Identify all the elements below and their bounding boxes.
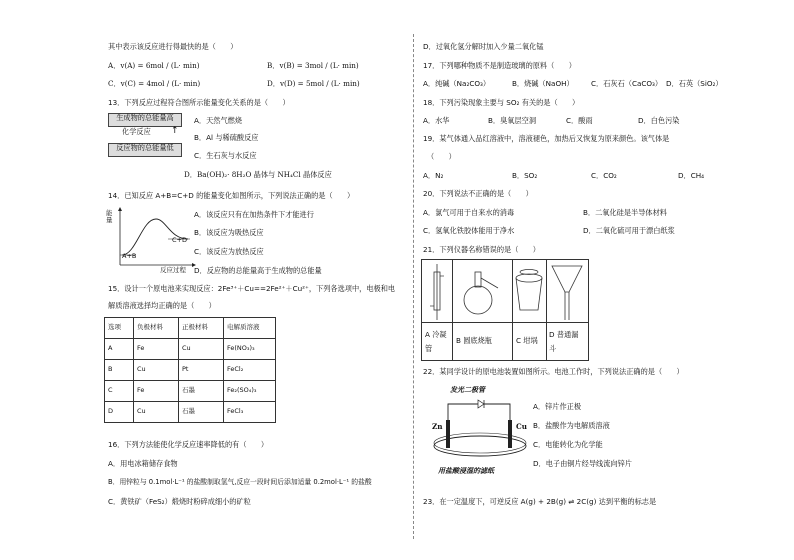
q22-stem: 22．某同学设计的原电池装置如图所示。电池工作时，下列说法正确的是（ ） <box>423 367 684 376</box>
q16-opt-d: D．过氧化氢分解时加入少量二氧化锰 <box>423 42 544 51</box>
table-cell: FeCl₂ <box>224 360 276 381</box>
q19-stem: 19．某气体通入品红溶液中，溶液褪色，加热后又恢复为原来颜色。该气体是 <box>423 134 670 143</box>
condenser-icon <box>430 264 444 320</box>
q22-paper-label: 用盐酸浸湿的滤纸 <box>438 466 494 475</box>
table-cell: FeCl₃ <box>224 402 276 423</box>
table-cell: D <box>105 402 134 423</box>
table-header-cell: 正极材料 <box>179 318 224 339</box>
table-cell: B <box>105 360 134 381</box>
q13-product-label: 生成物的总能量高 <box>116 113 174 122</box>
q12-opt-a: A．v(A) = 6mol / (L· min) <box>108 61 200 70</box>
table-header-row <box>105 318 276 339</box>
q18-opt-b: B．臭氧层空洞 <box>488 116 537 125</box>
q18-opt-c: C．酸雨 <box>566 116 593 125</box>
q22-opt-a: A．锌片作正极 <box>533 402 582 411</box>
q17-opt-a: A．纯碱（Na₂CO₃） <box>423 79 491 88</box>
table-header-cell: 选项 <box>105 318 134 339</box>
q20-opt-d: D．二氧化硫可用于漂白纸浆 <box>583 226 675 235</box>
q20-opt-c: C．氢氧化铁胶体能用于净水 <box>423 226 515 235</box>
q12-stem: 其中表示该反应进行得最快的是（ ） <box>108 42 238 51</box>
q18-opt-d: D．白色污染 <box>638 116 680 125</box>
q14-cd-label: C+D <box>172 236 187 244</box>
q13-reaction-label: 化学反应 <box>122 127 151 136</box>
q16-stem: 16．下列方法能使化学反应速率降低的有（ ） <box>108 440 269 449</box>
q16-opt-b: B．用锌粒与 0.1mol·L⁻¹ 的盐酸制取氢气,反应一段时间后添加适量 0.2mol·L⁻¹ 的盐酸 <box>108 478 372 486</box>
table-cell: 石墨 <box>179 381 224 402</box>
q13-reactant-label: 反应物的总能量低 <box>116 143 174 152</box>
q14-xlabel: 反应过程 <box>160 266 186 274</box>
table-header-cell: 电解质溶液 <box>224 318 276 339</box>
crucible-icon <box>516 270 542 311</box>
q14-stem: 14．已知反应 A+B=C+D 的能量变化如图所示，下列说法正确的是（ ） <box>108 191 355 200</box>
q22-cell-figure <box>430 382 530 472</box>
funnel-icon <box>552 266 582 320</box>
q17-opt-c: C．石灰石（CaCO₃） <box>591 79 663 88</box>
q22-led-label: 发光二极管 <box>450 385 485 394</box>
table-row <box>105 360 276 381</box>
table-cell: Pt <box>179 360 224 381</box>
q13-opt-c: C．生石灰与水反应 <box>194 151 257 160</box>
q19-opt-a: A．N₂ <box>423 171 444 180</box>
table-cell: Fe₂(SO₄)₃ <box>224 381 276 402</box>
q13-product-energy-box <box>108 113 182 127</box>
q15-stem-line2: 解质溶液选择均正确的是（ ） <box>108 301 216 310</box>
q13-stem: 13．下列反应过程符合图所示能量变化关系的是（ ） <box>108 98 290 107</box>
q18-stem: 18．下列污染现象主要与 SO₂ 有关的是（ ） <box>423 98 580 107</box>
q12-opt-c: C．v(C) = 4mol / (L· min) <box>108 79 201 88</box>
q22-opt-b: B．盐酸作为电解质溶液 <box>533 421 610 430</box>
q19-answer-paren: （ ） <box>427 152 456 161</box>
q22-wire-left <box>448 404 478 437</box>
q17-opt-d: D．石英（SiO₂） <box>666 79 723 88</box>
grid-divider <box>422 322 588 323</box>
q21-cell-b: B 圆底烧瓶 <box>456 336 492 345</box>
q15-stem-line1: 15．设计一个原电池来实现反应：2Fe³⁺＋Cu==2Fe²⁺＋Cu²⁺，下列各选项中，电极和电 <box>108 284 396 293</box>
q21-cell-a: A 冷凝管 <box>425 330 447 353</box>
q13-opt-b: B．Al 与稀硫酸反应 <box>194 133 259 142</box>
q23-stem: 23．在一定温度下，可逆反应 A(g) + 2B(g) ⇌ 2C(g) 达到平衡的标志是 <box>423 497 657 506</box>
q22-zn-label: Zn <box>432 422 443 431</box>
q21-stem: 21．下列仪器名称错误的是（ ） <box>423 245 540 254</box>
q21-cell-d: D 普通漏斗 <box>549 330 579 353</box>
y-axis-arrow-icon <box>118 207 122 211</box>
q16-opt-c: C．黄铁矿（FeS₂）煅烧时粉碎成细小的矿粒 <box>108 497 251 506</box>
table-row <box>105 381 276 402</box>
table-cell: Fe <box>134 339 179 360</box>
q22-zn-electrode <box>446 420 450 448</box>
table-row <box>105 339 276 360</box>
q13-reactant-energy-box <box>108 143 182 157</box>
q14-ab-label: A+B <box>122 252 137 260</box>
table-cell: Fe(NO₃)₃ <box>224 339 276 360</box>
q14-opt-a: A．该反应只有在加热条件下才能进行 <box>194 210 314 219</box>
q13-energy-figure <box>108 113 182 157</box>
table-header-cell: 负极材料 <box>134 318 179 339</box>
table-cell: A <box>105 339 134 360</box>
q20-opt-b: B．二氧化硅是半导体材料 <box>583 208 667 217</box>
q19-opt-c: C．CO₂ <box>591 171 617 180</box>
q13-opt-a: A．天然气燃烧 <box>194 116 243 125</box>
q22-opt-c: C．电能转化为化学能 <box>533 440 603 449</box>
q22-wire-right <box>484 404 510 437</box>
q17-stem: 17．下列哪种物质不是制造玻璃的原料（ ） <box>423 61 576 70</box>
q21-apparatus-drawings <box>422 260 588 322</box>
q22-cu-label: Cu <box>516 422 527 431</box>
up-arrow-icon: ↑ <box>171 126 179 136</box>
q19-opt-b: B．SO₂ <box>512 171 538 180</box>
q22-cu-electrode <box>508 420 512 448</box>
table-cell: Cu <box>179 339 224 360</box>
led-icon <box>478 400 484 408</box>
table-cell: C <box>105 381 134 402</box>
table-cell: Cu <box>134 360 179 381</box>
q12-opt-b: B．v(B) = 3mol / (L· min) <box>267 61 359 70</box>
q14-opt-b: B．该反应为吸热反应 <box>194 228 264 237</box>
column-divider <box>413 34 414 539</box>
q21-cell-c: C 坩埚 <box>516 336 538 345</box>
q13-opt-d: D．Ba(OH)₂· 8H₂O 晶体与 NH₄Cl 晶体反应 <box>184 170 332 179</box>
q22-opt-d: D．电子由铜片经导线流向锌片 <box>533 459 632 468</box>
q18-opt-a: A．水华 <box>423 116 450 125</box>
q12-opt-d: D．v(D) = 5mol / (L· min) <box>267 79 360 88</box>
round-flask-icon <box>464 272 498 314</box>
table-cell: 石墨 <box>179 402 224 423</box>
q14-ylabel: 能量 <box>106 209 113 225</box>
q17-opt-b: B．烧碱（NaOH） <box>512 79 574 88</box>
q20-opt-a: A．氯气可用于自来水的消毒 <box>423 208 515 217</box>
q21-apparatus-grid <box>421 259 589 361</box>
table-cell: Fe <box>134 381 179 402</box>
q19-opt-d: D．CH₄ <box>678 171 705 180</box>
table-cell: Cu <box>134 402 179 423</box>
q16-opt-a: A．用电冰箱储存食物 <box>108 459 178 468</box>
q15-table <box>104 317 276 423</box>
table-row <box>105 402 276 423</box>
q20-stem: 20．下列说法不正确的是（ ） <box>423 189 533 198</box>
q14-opt-d: D．反应物的总能量高于生成物的总能量 <box>194 266 322 275</box>
q14-opt-c: C．该反应为放热反应 <box>194 247 264 256</box>
